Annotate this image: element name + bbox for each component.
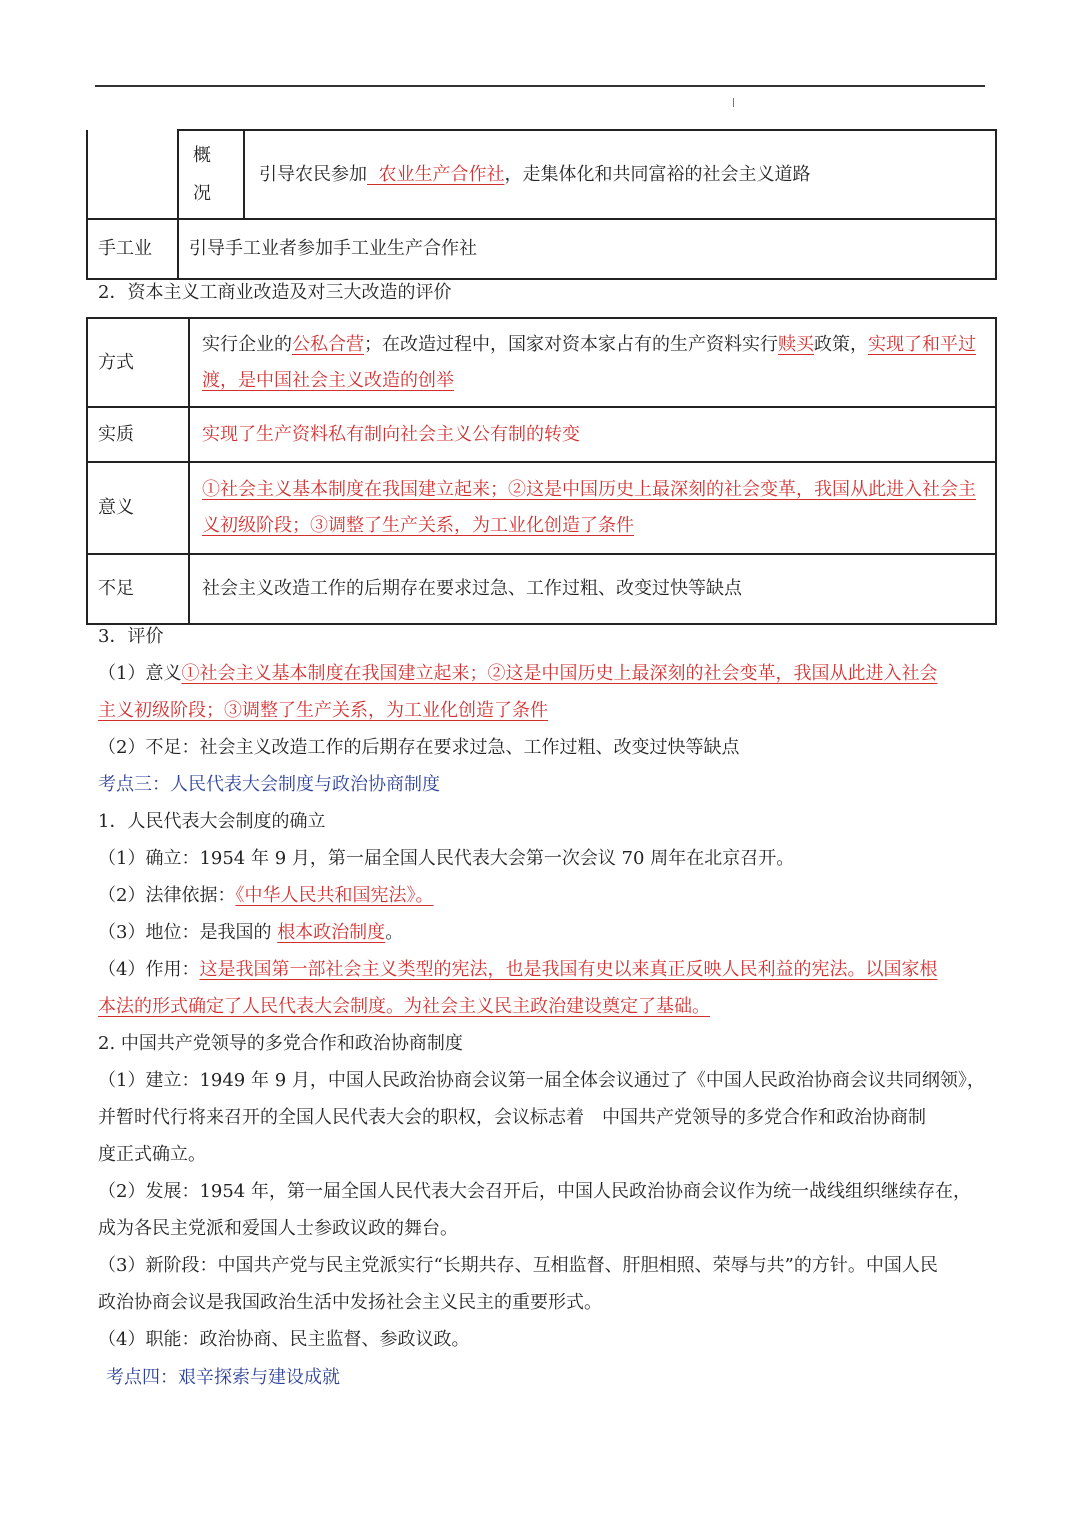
paragraph: （1）建立：1949 年 9 月，中国人民政治协商会议第一届全体会议通过了《中国人民政治协商会议共同纲领》， xyxy=(98,1070,985,1091)
table-cell-label: 不足 xyxy=(87,554,189,624)
paragraph xyxy=(98,988,988,1025)
paragraph: 并暂时代行将来召开的全国人民代表大会的职权，会议标志着 中国共产党领导的多党合作和政治协商制 xyxy=(98,1107,926,1128)
label-gaikuang: 概况 xyxy=(193,144,211,204)
table-cell-content xyxy=(244,130,996,219)
paragraph: （1）确立：1954 年 9 月，第一届全国人民代表大会第一次会议 70 周年在北京召开。 xyxy=(98,848,795,869)
paragraph xyxy=(98,692,988,729)
paragraph xyxy=(98,914,988,951)
paragraph: （2）发展：1954 年，第一届全国人民代表大会召开后，中国人民政治协商会议作为统一战线组织继续存在， xyxy=(98,1181,971,1202)
answer-text: 《中华人民共和国宪法》。 xyxy=(235,885,434,906)
table-cell-label: 实质 xyxy=(87,407,189,462)
answer-text: 根本政治制度 xyxy=(277,922,386,943)
text: ；在改造过程中，国家对资本家占有的生产资料实行 xyxy=(364,333,778,355)
table-cell-label xyxy=(178,130,244,219)
paragraph xyxy=(98,655,988,692)
table-row xyxy=(87,318,996,407)
text: （1）意义 xyxy=(98,663,182,684)
table-row xyxy=(87,219,996,279)
text: 政策， xyxy=(814,333,868,355)
table-capitalist-reform xyxy=(86,317,997,625)
table-cell-content xyxy=(189,318,996,407)
table-cell-empty xyxy=(87,130,178,219)
paragraph: 成为各民主党派和爱国人士参政议政的舞台。 xyxy=(98,1218,458,1239)
section-heading: 3．评价 xyxy=(98,626,164,647)
table-cell-content: 社会主义改造工作的后期存在要求过急、工作过粗、改变过快等缺点 xyxy=(189,554,996,624)
table-cell-content: ①社会主义基本制度在我国建立起来；②这是中国历史上最深刻的社会变革，我国从此进入社会主义初级阶段；③调整了生产关系，为工业化创造了条件 xyxy=(189,462,996,554)
table-cell-label: 手工业 xyxy=(87,219,178,279)
text: 实行企业的 xyxy=(202,333,292,355)
answer-text: 公私合营 xyxy=(292,333,364,355)
answer-text: 这是我国第一部社会主义类型的宪法，也是我国有史以来真正反映人民利益的宪法。以国家根 xyxy=(199,959,938,980)
table-agriculture-handicraft xyxy=(86,129,997,280)
section-heading: 2. 中国共产党领导的多党合作和政治协商制度 xyxy=(98,1033,463,1054)
table-row xyxy=(87,130,996,219)
answer-text: ①社会主义基本制度在我国建立起来；②这是中国历史上最深刻的社会变革，我国从此进入社会 xyxy=(181,663,938,684)
table-row xyxy=(87,462,996,554)
paragraph: 度正式确立。 xyxy=(98,1144,206,1165)
table-cell-content: 实现了生产资料私有制向社会主义公有制的转变 xyxy=(189,407,996,462)
text: （2）法律依据： xyxy=(98,885,236,906)
answer-text: 农业生产合作社 xyxy=(367,163,505,185)
table-cell-label: 意义 xyxy=(87,462,189,554)
table-row xyxy=(87,407,996,462)
header-tick xyxy=(733,98,734,107)
answer-text: 本法的形式确定了人民代表大会制度。为社会主义民主政治建设奠定了基础。 xyxy=(98,996,710,1017)
paragraph xyxy=(98,951,988,988)
table-cell-label: 方式 xyxy=(87,318,189,407)
section-heading: 1．人民代表大会制度的确立 xyxy=(98,811,326,832)
text: （3）地位：是我国的 xyxy=(98,922,278,943)
paragraph: （3）新阶段：中国共产党与民主党派实行“长期共存、互相监督、肝胆相照、荣辱与共”的方针。中国人民 xyxy=(98,1255,938,1276)
paragraph: 政治协商会议是我国政治生活中发扬社会主义民主的重要形式。 xyxy=(98,1292,602,1313)
kaodian-heading: 考点三：人民代表大会制度与政治协商制度 xyxy=(98,774,440,795)
text: （4）作用： xyxy=(98,959,200,980)
paragraph: （4）职能：政治协商、民主监督、参政议政。 xyxy=(98,1329,470,1350)
paragraph: （2）不足：社会主义改造工作的后期存在要求过急、工作过粗、改变过快等缺点 xyxy=(98,737,740,758)
text: ，走集体化和共同富裕的社会主义道路 xyxy=(504,163,811,185)
text: 。 xyxy=(385,922,404,943)
section-heading: 2．资本主义工商业改造及对三大改造的评价 xyxy=(98,282,452,303)
kaodian-heading: 考点四：艰辛探索与建设成就 xyxy=(106,1367,340,1388)
header-rule xyxy=(95,85,985,87)
answer-text: 主义初级阶段；③调整了生产关系，为工业化创造了条件 xyxy=(98,700,548,721)
text: 引导农民参加 xyxy=(259,163,367,185)
table-row xyxy=(87,554,996,624)
paragraph xyxy=(98,877,988,914)
answer-text: 赎买 xyxy=(778,333,814,355)
table-cell-content: 引导手工业者参加手工业生产合作社 xyxy=(178,219,996,279)
answer-text: 实现了和平过渡，是中国社会主义改造的创举 xyxy=(202,333,976,391)
